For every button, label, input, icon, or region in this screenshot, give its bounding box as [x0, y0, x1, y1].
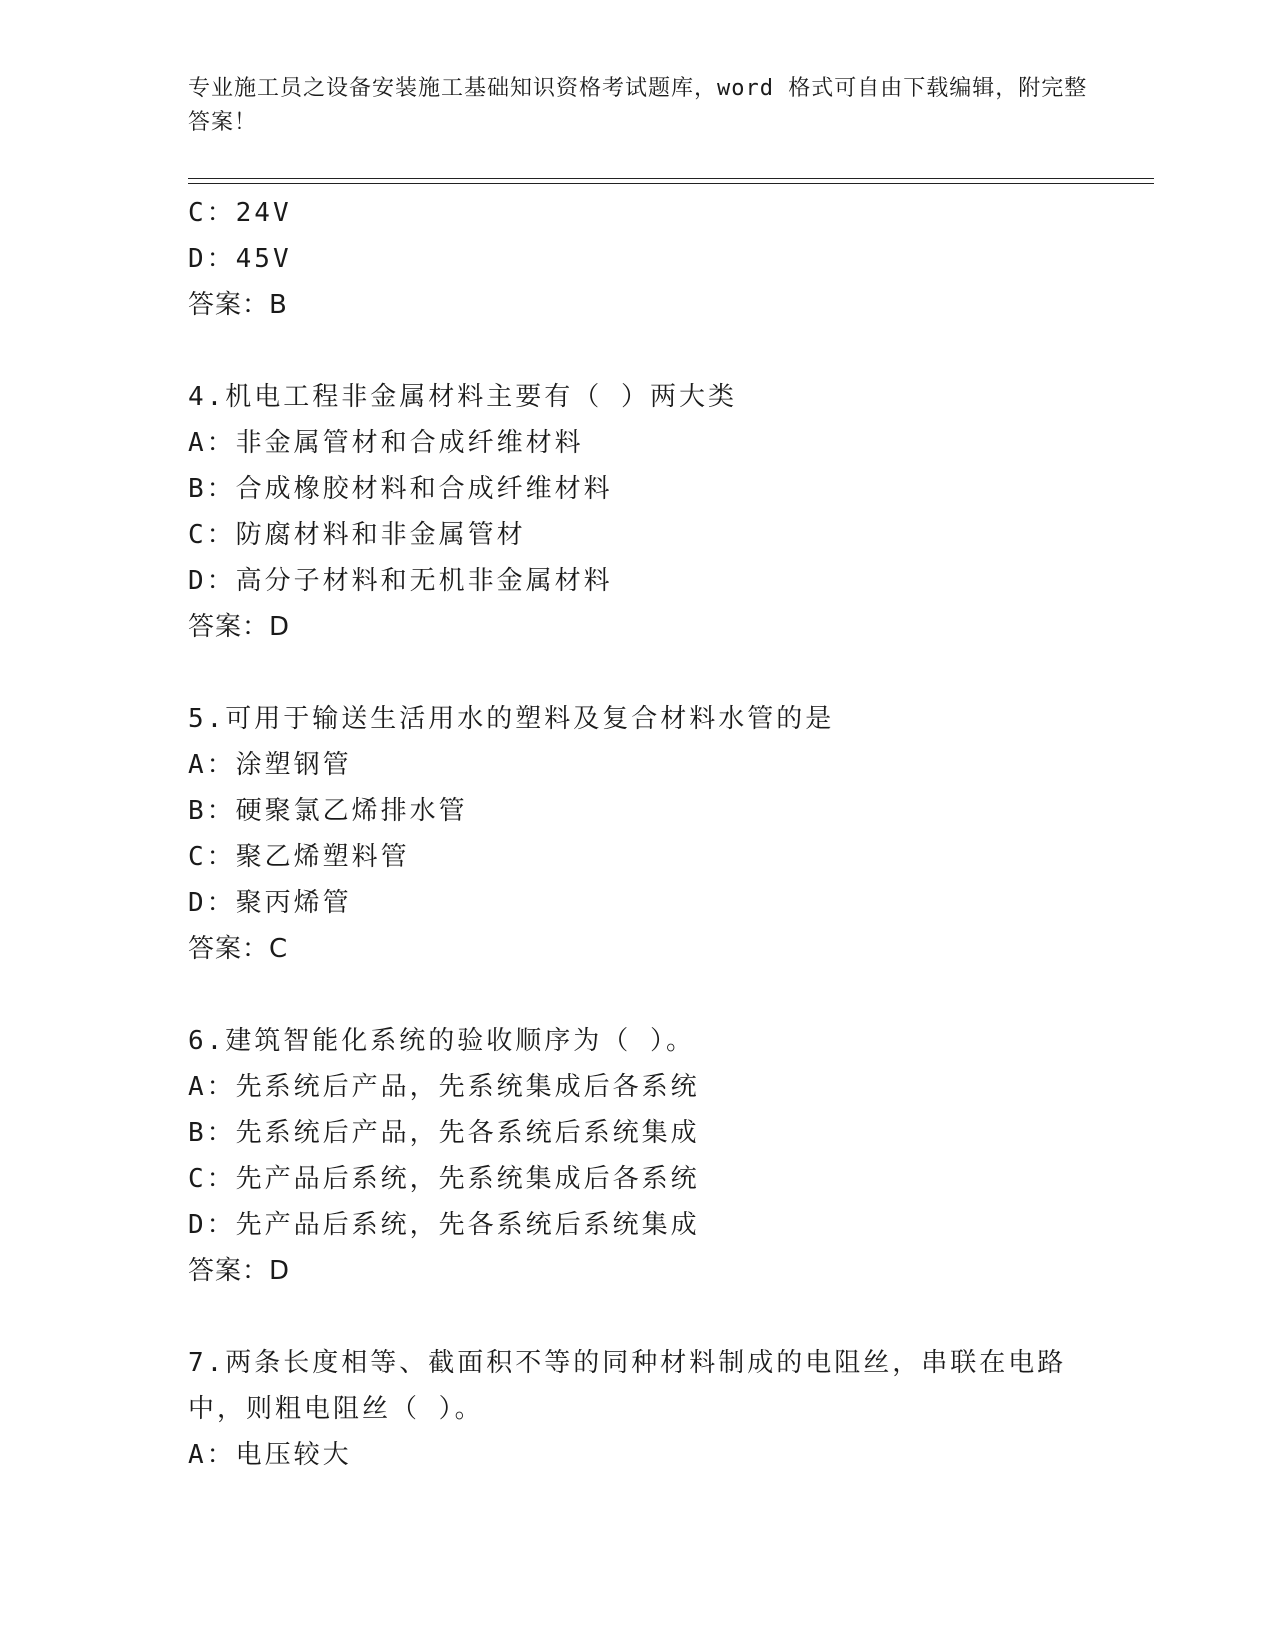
answer-line: 答案：B: [188, 290, 288, 320]
spacer: [188, 328, 1148, 374]
page-header: 专业施工员之设备安装施工基础知识资格考试题库，word 格式可自由下载编辑，附完整答案！: [188, 76, 1088, 135]
option-c: C：聚乙烯塑料管: [188, 842, 410, 872]
answer-line: 答案：D: [188, 612, 291, 642]
option-c: C：24V: [188, 198, 292, 228]
option-c: C：防腐材料和非金属管材: [188, 520, 526, 550]
option-a: A：电压较大: [188, 1440, 352, 1470]
option-a: A：涂塑钢管: [188, 750, 352, 780]
option-d: D：高分子材料和无机非金属材料: [188, 566, 613, 596]
question-text: 7.两条长度相等、截面积不等的同种材料制成的电阻丝，串联在电路中，则粗电阻丝（ ）。: [188, 1348, 1067, 1424]
option-a: A：非金属管材和合成纤维材料: [188, 428, 584, 458]
question-list: [188, 190, 1148, 1478]
question-4: [188, 374, 1148, 650]
question-text: 4.机电工程非金属材料主要有（ ）两大类: [188, 382, 737, 412]
option-a: A：先系统后产品，先系统集成后各系统: [188, 1072, 700, 1102]
option-b: B：合成橡胶材料和合成纤维材料: [188, 474, 613, 504]
answer-line: 答案：D: [188, 1256, 291, 1286]
option-d: D：45V: [188, 244, 292, 274]
spacer: [188, 1294, 1148, 1340]
header-divider-bottom: [188, 183, 1154, 184]
answer-line: 答案：C: [188, 934, 289, 964]
spacer: [188, 972, 1148, 1018]
question-text: 6.建筑智能化系统的验收顺序为（ ）。: [188, 1026, 695, 1056]
question-7: [188, 1340, 1148, 1478]
header-divider-top: [188, 178, 1154, 179]
option-d: D：聚丙烯管: [188, 888, 352, 918]
option-b: B：先系统后产品，先各系统后系统集成: [188, 1118, 700, 1148]
question-text: 5.可用于输送生活用水的塑料及复合材料水管的是: [188, 704, 835, 734]
question-6: [188, 1018, 1148, 1294]
option-c: C：先产品后系统，先系统集成后各系统: [188, 1164, 700, 1194]
question-5: [188, 696, 1148, 972]
option-d: D：先产品后系统，先各系统后系统集成: [188, 1210, 700, 1240]
option-b: B：硬聚氯乙烯排水管: [188, 796, 468, 826]
spacer: [188, 650, 1148, 696]
question-3-tail: [188, 190, 1148, 328]
